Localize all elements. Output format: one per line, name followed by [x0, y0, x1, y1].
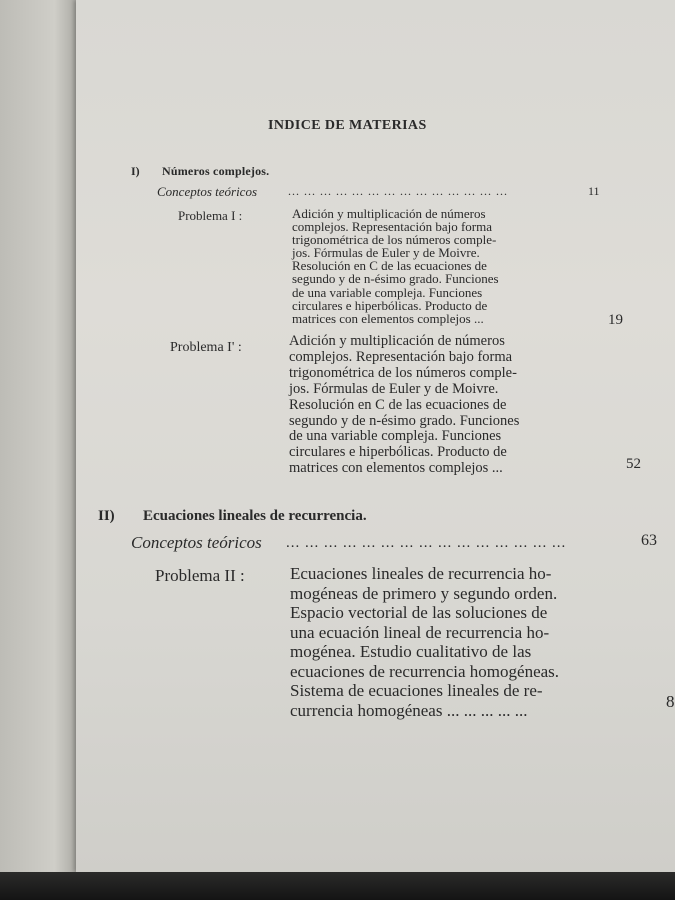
page-number: 8: [666, 692, 675, 711]
page-title: INDICE DE MATERIAS: [268, 118, 427, 133]
section-heading: Números complejos.: [162, 164, 270, 178]
facing-page-edge: [0, 0, 78, 872]
leader-dots: ... ... ... ... ... ... ... ... ... ... ... ... ... ... ...: [286, 535, 567, 551]
table-surface: [0, 872, 675, 900]
problem-label: Problema I :: [178, 208, 243, 223]
problem-description: Ecuaciones lineales de recurrencia ho- mogéneas de primero y segundo orden. Espacio vectorial de las soluciones de una ecuación lineal de recurrencia ho- mogénea. Estudio cualitativo de las ecuaciones de recurrencia homogéneas. Sistema de ecuaciones lineales de re- currencia homogéneas ... ... ... ... ...: [290, 564, 560, 720]
page-number: 19: [608, 312, 623, 328]
problem-label: Problema II :: [155, 566, 245, 585]
page-number: 11: [588, 184, 600, 198]
problem-description: Adición y multiplicación de números complejos. Representación bajo forma trigonométrica de los números comple- jos. Fórmulas de Euler y de Moivre. Resolución en C de las ecuaciones de segundo y de n-ésimo grado. Funciones de una variable compleja. Funciones circulares e hiperbólicas. Producto de matrices con elementos complejos ...: [292, 206, 499, 326]
problem-label: Problema I' :: [170, 340, 242, 355]
section-number: II): [98, 508, 115, 524]
conceptos-label: Conceptos teóricos: [131, 533, 262, 552]
conceptos-label: Conceptos teóricos: [157, 184, 258, 199]
problem-description: Adición y multiplicación de números complejos. Representación bajo forma trigonométrica de los números comple- jos. Fórmulas de Euler y de Moivre. Resolución en C de las ecuaciones de segundo y de n-ésimo grado. Funciones de una variable compleja. Funciones circulares e hiperbólicas. Producto de matrices con elementos complejos ...: [289, 333, 520, 477]
leader-dots: ... ... ... ... ... ... ... ... ... ... ... ... ... ...: [288, 184, 508, 198]
page-number: 52: [626, 456, 641, 472]
section-number: I): [131, 164, 140, 178]
page-number: 63: [641, 532, 657, 549]
section-heading: Ecuaciones lineales de recurrencia.: [143, 508, 367, 524]
